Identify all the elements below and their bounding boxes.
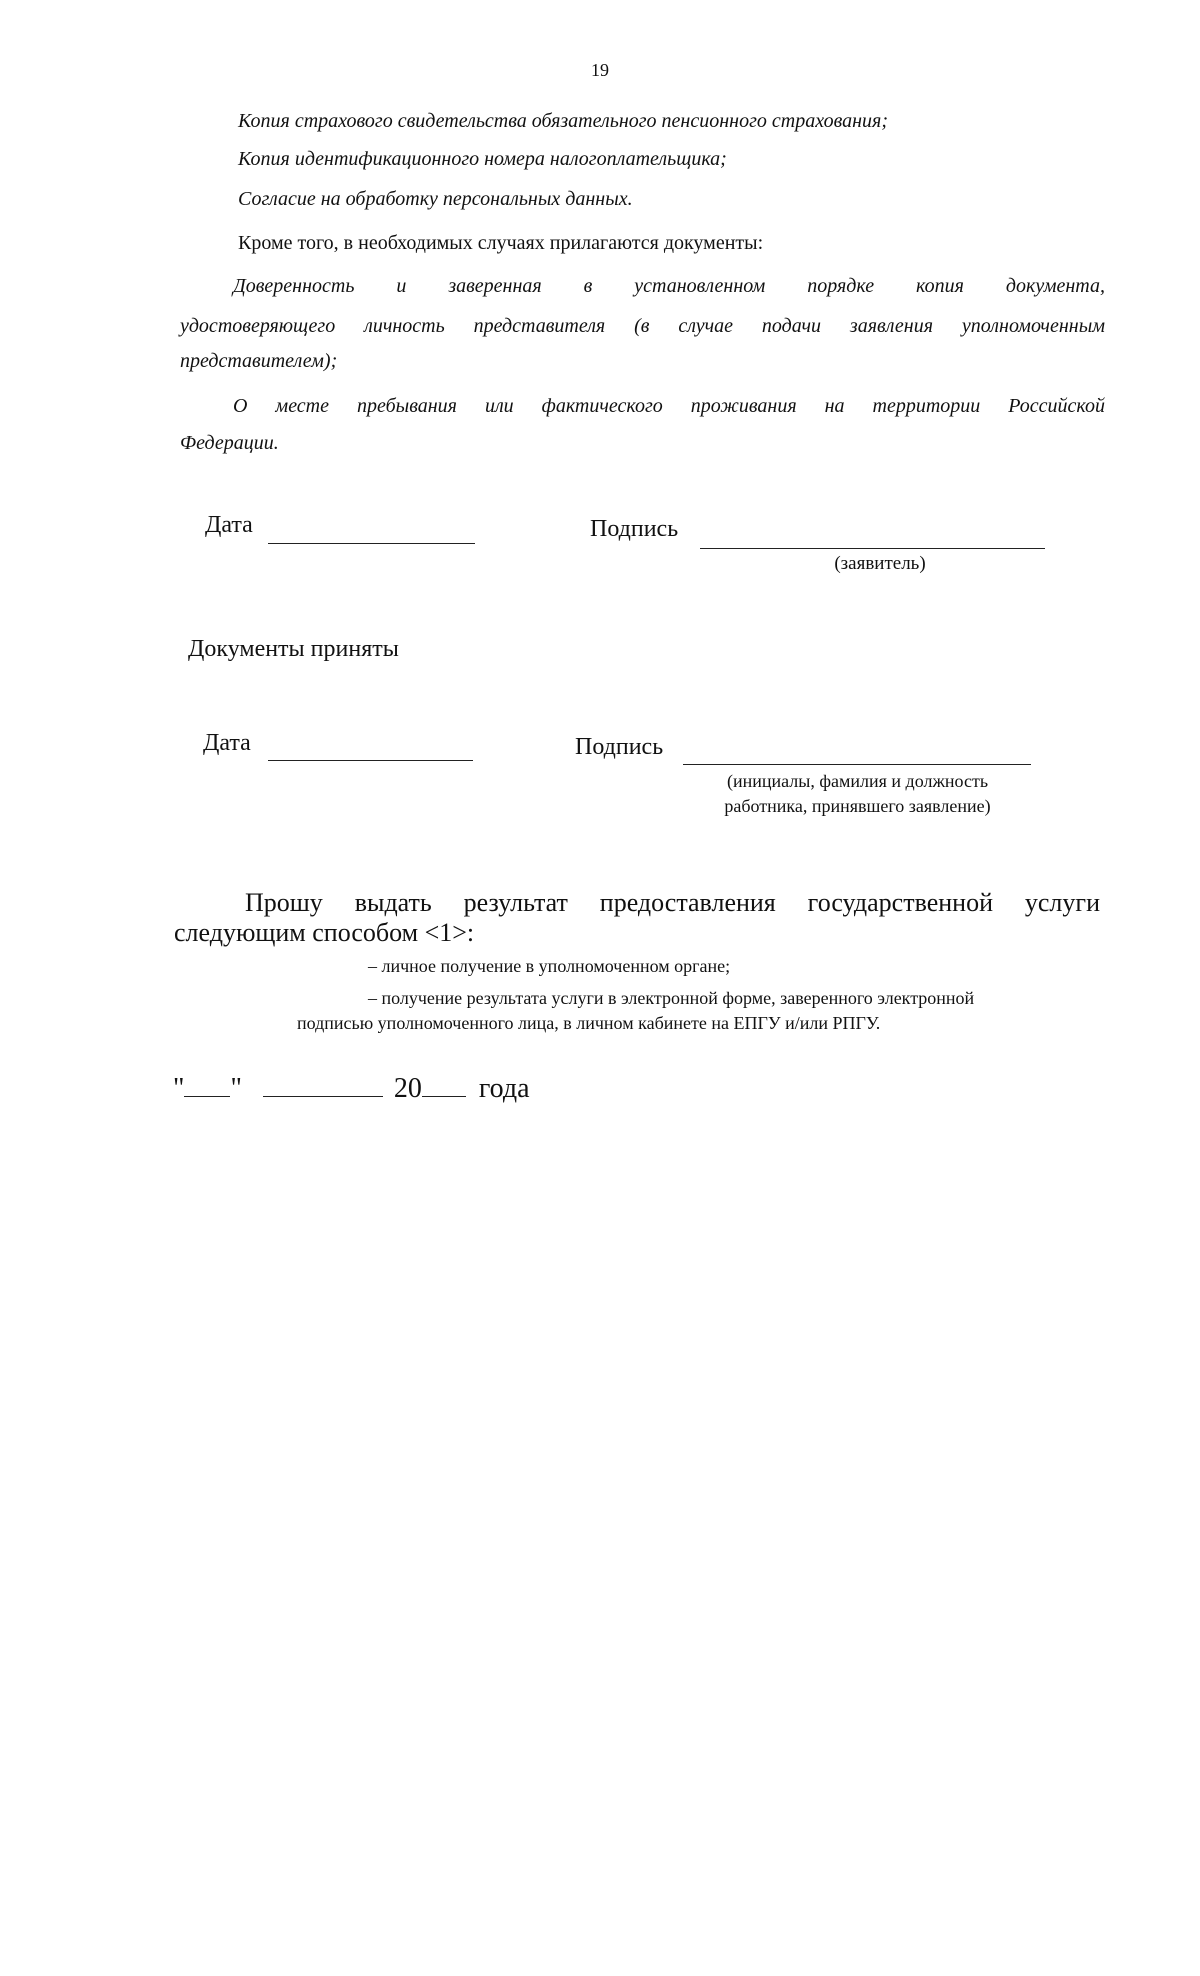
employee-date-label: Дата — [203, 730, 251, 756]
date-quote-open: " — [173, 1073, 185, 1104]
result-request-line-1: Прошу выдать результат предоставления государственной услуги — [245, 888, 1100, 917]
applicant-date-label: Дата — [205, 512, 253, 538]
date-year-field[interactable] — [422, 1096, 466, 1097]
proxy-doc-line-1: Доверенность и заверенная в установленном порядке копия документа, — [233, 275, 1105, 297]
residence-doc-line-2: Федерации. — [180, 432, 279, 454]
page-number: 19 — [591, 60, 609, 80]
proxy-doc-line-3: представителем); — [180, 350, 338, 372]
residence-doc-line-1: О месте пребывания или фактического проживания на территории Российской — [233, 395, 1105, 417]
list-item-inn-copy: Копия идентификационного номера налогоплательщика; — [238, 148, 727, 170]
result-option-electronic-line-2: подписью уполномоченного лица, в личном кабинете на ЕПГУ и/или РПГУ. — [297, 1013, 881, 1033]
applicant-signature-caption: (заявитель) — [834, 553, 926, 574]
additional-documents-intro: Кроме того, в необходимых случаях прилагаются документы: — [238, 232, 764, 254]
documents-accepted-heading: Документы приняты — [188, 636, 399, 662]
date-footer — [173, 1073, 530, 1105]
list-item-personal-data-consent: Согласие на обработку персональных данных. — [238, 188, 633, 210]
result-option-personal: – личное получение в уполномоченном органе; — [368, 956, 731, 976]
applicant-signature-field[interactable] — [700, 548, 1045, 549]
employee-signature-label: Подпись — [575, 734, 664, 760]
employee-date-field[interactable] — [268, 760, 473, 761]
date-month-field[interactable] — [263, 1096, 383, 1097]
applicant-date-field[interactable] — [268, 543, 475, 544]
employee-signature-field[interactable] — [683, 764, 1031, 765]
date-quote-close: " — [230, 1073, 242, 1104]
employee-caption-line-2: работника, принявшего заявление) — [724, 796, 991, 816]
applicant-signature-label: Подпись — [590, 516, 679, 542]
date-year-suffix: года — [478, 1073, 530, 1104]
list-item-pension-certificate: Копия страхового свидетельства обязательного пенсионного страхования; — [238, 110, 888, 132]
proxy-doc-line-2: удостоверяющего личность представителя (в случае подачи заявления уполномоченным — [180, 315, 1105, 337]
date-day-field[interactable] — [184, 1096, 230, 1097]
result-request-line-2: следующим способом <1>: — [174, 918, 475, 947]
employee-caption-line-1: (инициалы, фамилия и должность — [726, 771, 989, 791]
result-option-electronic-line-1: – получение результата услуги в электронной форме, заверенного электронной — [368, 988, 975, 1008]
date-year-prefix: 20 — [393, 1073, 422, 1104]
